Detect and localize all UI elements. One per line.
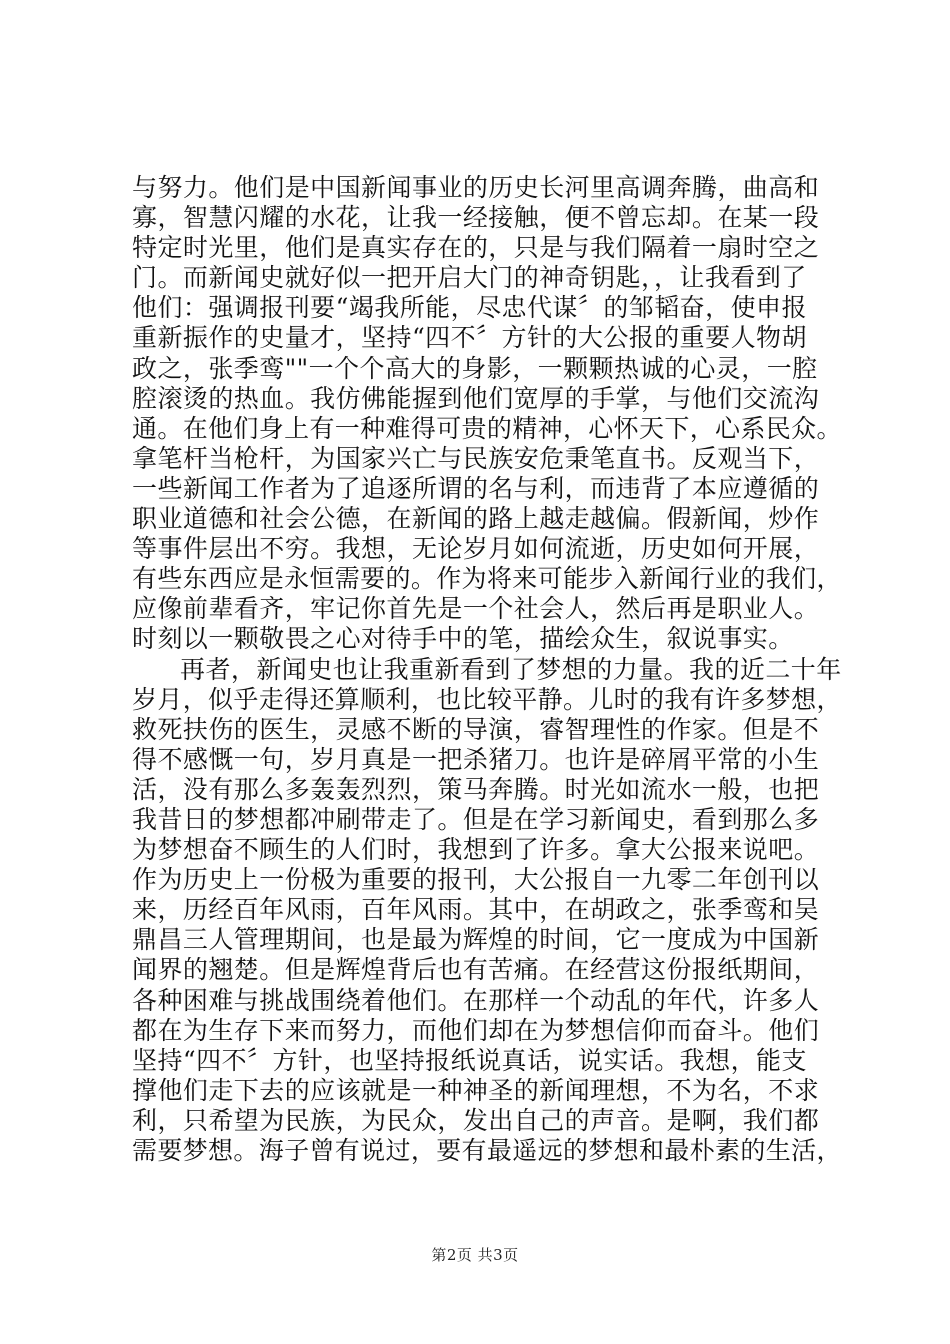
text-line: 门。而新闻史就好似一把开启大门的神奇钥匙，，让我看到了 (132, 263, 807, 293)
page-footer: 第2页 共3页 (431, 1246, 519, 1264)
text-line: 特定时光里，他们是真实存在的，只是与我们隔着一扇时空之 (132, 233, 820, 263)
text-line: 我昔日的梦想都冲刷带走了。但是在学习新闻史，看到那么多 (132, 804, 820, 834)
text-line: 职业道德和社会公德，在新闻的路上越走越偏。假新闻，炒作 (132, 504, 820, 534)
paragraph (132, 655, 842, 1167)
text-line: 来，历经百年风雨，百年风雨。其中，在胡政之，张季鸾和吴 (132, 895, 820, 925)
text-line: 重新振作的史量才，坚持“四不〞方针的大公报的重要人物胡 (132, 323, 807, 353)
text-line: 腔滚烫的热血。我仿佛能握到他们宽厚的手掌，与他们交流沟 (132, 383, 820, 413)
text-line: 都在为生存下来而努力，而他们却在为梦想信仰而奋斗。他们 (132, 1015, 820, 1045)
text-line: 再者，新闻史也让我重新看到了梦想的力量。我的近二十年 (180, 654, 842, 684)
text-line: 一些新闻工作者为了追逐所谓的名与利，而违背了本应遵循的 (132, 473, 820, 503)
text-line: 为梦想奋不顾生的人们时，我想到了许多。拿大公报来说吧。 (132, 835, 820, 865)
text-line: 坚持“四不〞方针，也坚持报纸说真话，说实话。我想，能支 (132, 1045, 807, 1075)
text-line: 各种困难与挑战围绕着他们。在那样一个动乱的年代，许多人 (132, 985, 820, 1015)
text-line: 通。在他们身上有一种难得可贵的精神，心怀天下，心系民众。 (132, 413, 842, 443)
text-line: 应像前辈看齐，牢记你首先是一个社会人，然后再是职业人。 (132, 594, 820, 624)
text-line: 活，没有那么多轰轰烈烈，策马奔腾。时光如流水一般，也把 (132, 774, 820, 804)
text-line: 拿笔杆当枪杆，为国家兴亡与民族安危秉笔直书。反观当下， (132, 443, 820, 473)
text-line: 等事件层出不穷。我想，无论岁月如何流逝，历史如何开展， (132, 534, 820, 564)
body-text (132, 173, 842, 1166)
text-line: 需要梦想。海子曾有说过，要有最遥远的梦想和最朴素的生活， (132, 1136, 842, 1165)
text-line: 他们：强调报刊要“竭我所能，尽忠代谋〞的邹韬奋，使申报 (132, 293, 807, 323)
text-line: 时刻以一颗敬畏之心对待手中的笔，描绘众生，叙说事实。 (132, 624, 794, 654)
text-line: 得不感慨一句，岁月真是一把杀猪刀。也许是碎屑平常的小生 (132, 744, 820, 774)
text-line: 岁月，似乎走得还算顺利，也比较平静。儿时的我有许多梦想， (132, 684, 842, 714)
text-line: 闻界的翘楚。但是辉煌背后也有苦痛。在经营这份报纸期间， (132, 955, 820, 985)
text-line: 政之，张季鸾""一个个高大的身影，一颗颗热诚的心灵，一腔 (132, 353, 818, 383)
text-line: 寡，智慧闪耀的水花，让我一经接触，便不曾忘却。在某一段 (132, 203, 820, 233)
text-line: 救死扶伤的医生，灵感不断的导演，睿智理性的作家。但是不 (132, 714, 820, 744)
text-line: 有些东西应是永恒需要的。作为将来可能步入新闻行业的我们， (132, 564, 842, 594)
text-line: 作为历史上一份极为重要的报刊，大公报自一九零二年创刊以 (132, 865, 820, 895)
text-line: 利，只希望为民族，为民众，发出自己的声音。是啊，我们都 (132, 1105, 820, 1135)
text-line: 撑他们走下去的应该就是一种神圣的新闻理想，不为名，不求 (132, 1075, 820, 1105)
text-line: 与努力。他们是中国新闻事业的历史长河里高调奔腾，曲高和 (132, 173, 820, 202)
paragraph (132, 173, 842, 655)
text-line: 鼎昌三人管理期间，也是最为辉煌的时间，它一度成为中国新 (132, 925, 820, 955)
